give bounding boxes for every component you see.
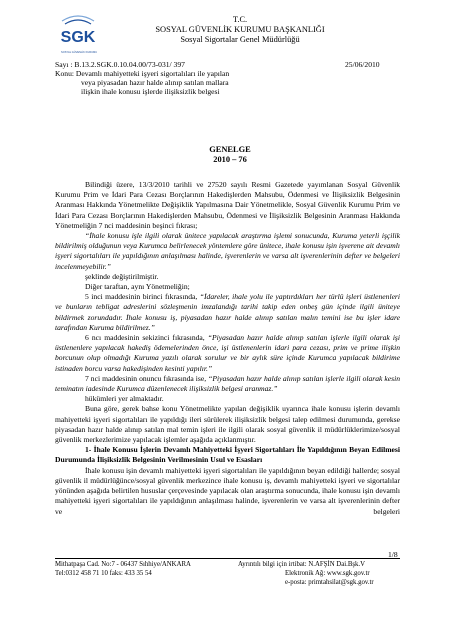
subject-line-3: ilişkin ihale konusu işlerde ilişiksizlik belgesi [81, 87, 220, 96]
article-6-quote: “Piyasadan hazır halde alınıp satılan işlerle ilgili olarak işi üstlenenlere yapılacak hakediş ödemelerinden önce, işi üstlenenlerin idari para cezası, prim ve prime ilişkin borcunun olup olmadığı Kuruma yazılı olarak sorulur ve bir aylık süre içinde Kurumca yapılacak bildirime istinaden borcu varsa hakedişinden kesinti yapılır.” [55, 333, 401, 373]
paragraph-section-1: İhale konusu işin devamlı mahiyetteki işyeri sigortalıları ile yapıldığının beyan edildiği hallerde; sosyal güvenlik il müdürlüğünce/sosyal güvenlik merkezince ihale konusu iş, devamlı mahiyetteki işyeri ve sigortalılar yönünden aşağıda belirtilen hususlar çerçevesinde yapılacak olan araştırma sonucunda, ihale konusu işin devamlı mahiyetteki işyeri sigortalıları ile yapıldığının anlaşılması halinde, işverenlerin ve varsa alt işverenlerinin defter ve belgeleri [55, 465, 400, 516]
quote-regulation-7-5: “İhale konusu işle ilgili olarak ünitece yapılacak araştırma işlemi sonucunda, Kuruma yeterli işçilik bildirilmiş olduğunun veya Kurumca belirlenecek yöntemlere göre ünitece, ihale konusu işin işverene ait devamlı işyeri sigortalıları ile yapıldığının anlaşılması halinde, işverenlerin ve varsa alt işverenlerinin defter ve belgeleri incelenmeyebilir.” [55, 231, 400, 271]
footer-divider [55, 558, 400, 559]
header-line-tc: T.C. [232, 15, 248, 24]
circular-number: 2010 – 76 [213, 155, 247, 164]
circular-title: GENELGE [209, 145, 251, 154]
paragraph-article-5 [55, 292, 400, 333]
paragraph-amended: şeklinde değiştirilmiştir. [85, 271, 159, 281]
circular-body [55, 180, 400, 517]
section-heading-1: 1- İhale Konusu İşlerin Devamlı Mahiyetteki İşyeri Sigortalıları İle Yapıldığının Beyan Edilmesi Durumunda İlişiksizlik Belgesinin Verilmesinin Usul ve Esasları [55, 445, 400, 465]
footer-address: Mithatpaşa Cad. No:7 - 06437 Sıhhiye/ANKARA [55, 561, 191, 568]
subject-line-1: Konu: Devamlı mahiyetteki işyeri sigortalıları ile yapılan [55, 69, 230, 78]
header-line-directorate: Sosyal Sigortalar Genel Müdürlüğü [180, 35, 300, 44]
article-5-quote: “İdareler, ihale yolu ile yaptırdıkları her türlü işleri üstlenenleri ve bunların tebligat adreslerini sözleşmenin imzalandığı tarihi takip eden onbeş gün içinde ilgili üniteye bildirmek zorundadır. İhale konusu iş, piyasadan hazır halde alınıp satılan malın temini ise bu işler idare tarafından Kuruma bildirilmez.” [55, 292, 400, 332]
logo-text: SGK [60, 29, 96, 46]
article-6-intro: 6 ncı maddesinin sekizinci fıkrasında, [85, 333, 208, 343]
paragraph-article-6 [55, 333, 400, 374]
paragraph-other-hand: Diğer taraftan, aynı Yönetmeliğin; [85, 282, 190, 292]
footer-email: e-posta: primtahsilat@sgk.gov.tr [285, 579, 374, 586]
header-line-institution: SOSYAL GÜVENLİK KURUMU BAŞKANLIĞI [155, 25, 325, 34]
paragraph-accordingly: Buna göre, gerek bahse konu Yönetmelikte yapılan değişiklik uyarınca ihale konusu işlerin devamlı mahiyetteki işyeri sigortalıları ile yapıldığı ileri sürülerek ilişiksizlik belgesi talep edilmesi durumunda, gerekse piyasadan hazır halde alınıp satılan mal temin işleri ile ilgili olarak sosyal güvenlik il müdürlüklerimize/sosyal güvenlik merkezlerimize yapılacak işlemler aşağıda açıklanmıştır. [55, 404, 400, 445]
paragraph-intro: Bilindiği üzere, 13/3/2010 tarihli ve 27520 sayılı Resmi Gazetede yayımlanan Sosyal Güvenlik Kurumu Prim ve İdari Para Cezası Borçlarının Hakedişlerden Mahsubu, Ödenmesi ve İlişiksizlik Belgesinin Aranması Hakkında Yönetmelikte Değişiklik Yapılmasına Dair Yönetmelikle, Sosyal Güvenlik Kurumu Prim ve İdari Para Cezası Borçlarının Hakedişlerden Mahsubu, Ödenmesi ve İlişiksizlik Belgesinin Aranması Hakkında Yönetmeliğin 7 nci maddesinin beşinci fıkrası; [55, 180, 400, 230]
article-7-intro: 7 nci maddesinin onuncu fıkrasında ise, [85, 373, 209, 383]
footer-website: Elektronik Ağ: www.sgk.gov.tr [285, 570, 370, 577]
article-7-quote: “Piyasadan hazır halde alınıp satılan işlerle ilgili olarak kesin teminatın iadesinde Kurumca düzenlenecek ilişiksizlik belgesi aranmaz.” [55, 373, 401, 394]
subject-line-2: veya piyasadan hazır halde alınıp satılan mallara [81, 78, 229, 87]
logo-subtitle: SOSYAL GÜVENLİK KURUMU [60, 51, 98, 54]
page-number: 1/8 [388, 550, 398, 559]
paragraph-article-7 [55, 374, 400, 394]
article-5-intro: 5 inci maddesinin birinci fıkrasında, [85, 292, 200, 302]
footer-phone: Tel:0312 458 71 10 faks: 433 35 54 [55, 570, 152, 577]
reference-number: Sayı : B.13.2.SGK.0.10.04.00/73-031/ 397 [55, 60, 185, 69]
document-date: 25/06/2010 [345, 60, 380, 69]
footer-contact: Ayrıntılı bilgi için irtibat: N.AFŞİN Dai.Bşk.V [238, 561, 366, 568]
paragraph-provisions: hükümleri yer almaktadır. [85, 394, 164, 404]
sgk-logo [58, 13, 98, 51]
